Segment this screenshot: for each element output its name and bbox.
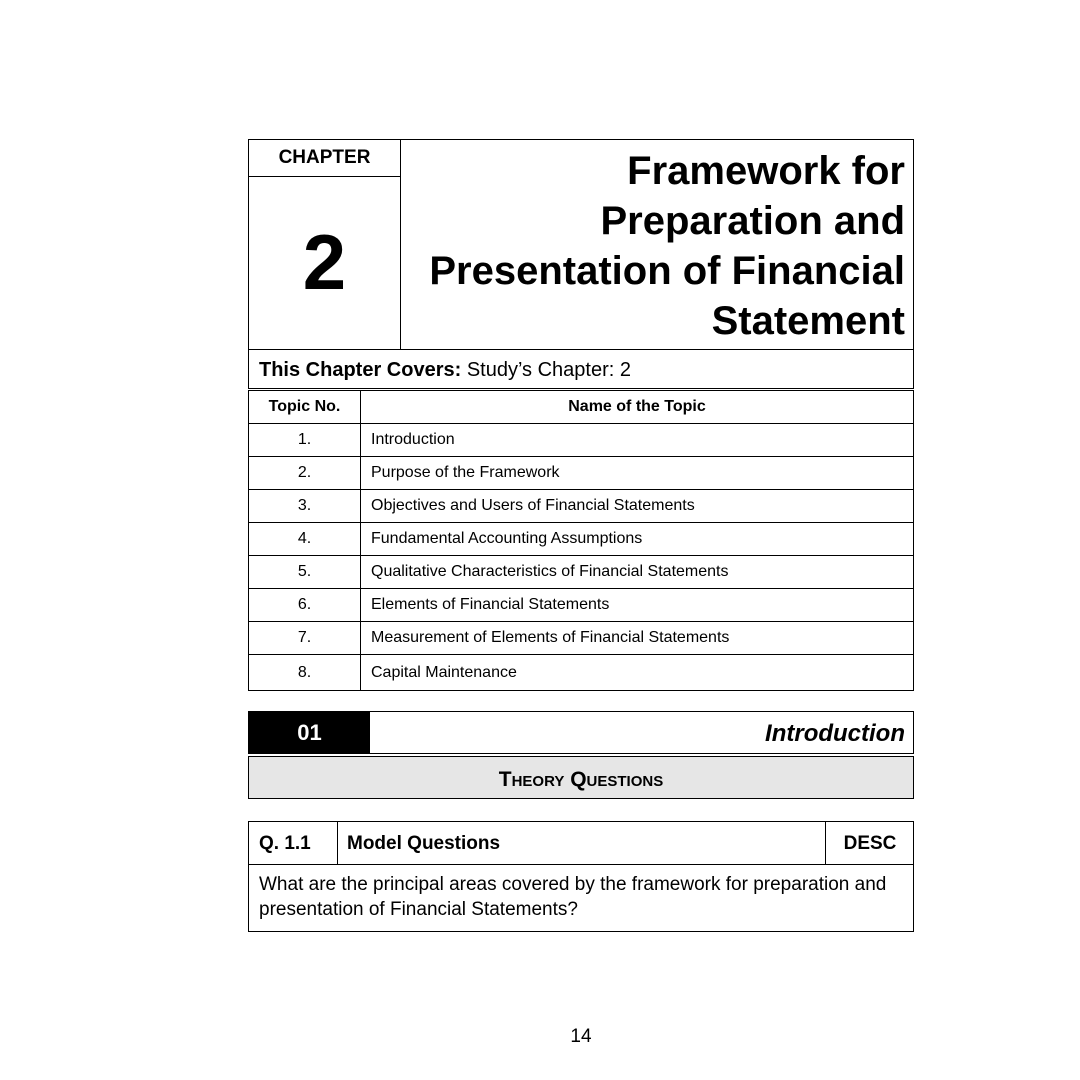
covers-label: This Chapter Covers:: [259, 359, 462, 381]
chapter-number-panel: [249, 140, 401, 349]
topic-number: 1.: [249, 424, 361, 457]
column-header-topic-name: Name of the Topic: [361, 391, 914, 424]
chapter-covers: [248, 350, 914, 389]
topic-name: Objectives and Users of Financial Statements: [361, 490, 914, 523]
chapter-title-line: Framework for: [627, 149, 905, 193]
table-row: [249, 490, 914, 523]
covers-value: Study’s Chapter: 2: [466, 359, 631, 381]
topic-number: 7.: [249, 622, 361, 655]
topic-name: Introduction: [361, 424, 914, 457]
theory-questions-heading: Theory Questions: [248, 756, 914, 799]
topic-number: 6.: [249, 589, 361, 622]
page-number: 14: [570, 1026, 592, 1047]
chapter-label: CHAPTER: [249, 140, 400, 177]
question-type: Model Questions: [347, 833, 501, 854]
topic-name: Fundamental Accounting Assumptions: [361, 523, 914, 556]
chapter-title-line: Presentation of Financial: [429, 249, 905, 293]
table-row: [249, 523, 914, 556]
question-id: Q. 1.1: [259, 833, 311, 854]
topic-name: Measurement of Elements of Financial Statements: [361, 622, 914, 655]
table-row: [249, 424, 914, 457]
table-header-row: [249, 391, 914, 424]
table-row: [249, 655, 914, 691]
topic-number: 8.: [249, 655, 361, 691]
topics-table: [248, 390, 914, 691]
section-header: [248, 711, 914, 754]
topic-name: Purpose of the Framework: [361, 457, 914, 490]
chapter-title-line: Statement: [711, 299, 905, 343]
section-title: Introduction: [765, 720, 905, 747]
table-row: [249, 457, 914, 490]
question-header: [249, 822, 913, 865]
chapter-title-line: Preparation and: [600, 199, 905, 243]
topic-number: 2.: [249, 457, 361, 490]
topic-number: 4.: [249, 523, 361, 556]
column-header-topic-no: Topic No.: [249, 391, 361, 424]
table-row: [249, 589, 914, 622]
chapter-header: [248, 139, 914, 350]
topic-name: Elements of Financial Statements: [361, 589, 914, 622]
chapter-title: [409, 146, 905, 346]
divider: [337, 822, 338, 865]
table-row: [249, 556, 914, 589]
question-tag: DESC: [843, 833, 897, 854]
topic-number: 3.: [249, 490, 361, 523]
section-number: 01: [249, 712, 370, 753]
question-text: What are the principal areas covered by the framework for preparation and presentation of Financial Statements?: [259, 874, 887, 920]
topic-name: Capital Maintenance: [361, 655, 914, 691]
chapter-number: 2: [302, 218, 347, 306]
question-box: [248, 821, 914, 932]
topic-name: Qualitative Characteristics of Financial Statements: [361, 556, 914, 589]
topic-number: 5.: [249, 556, 361, 589]
table-row: [249, 622, 914, 655]
